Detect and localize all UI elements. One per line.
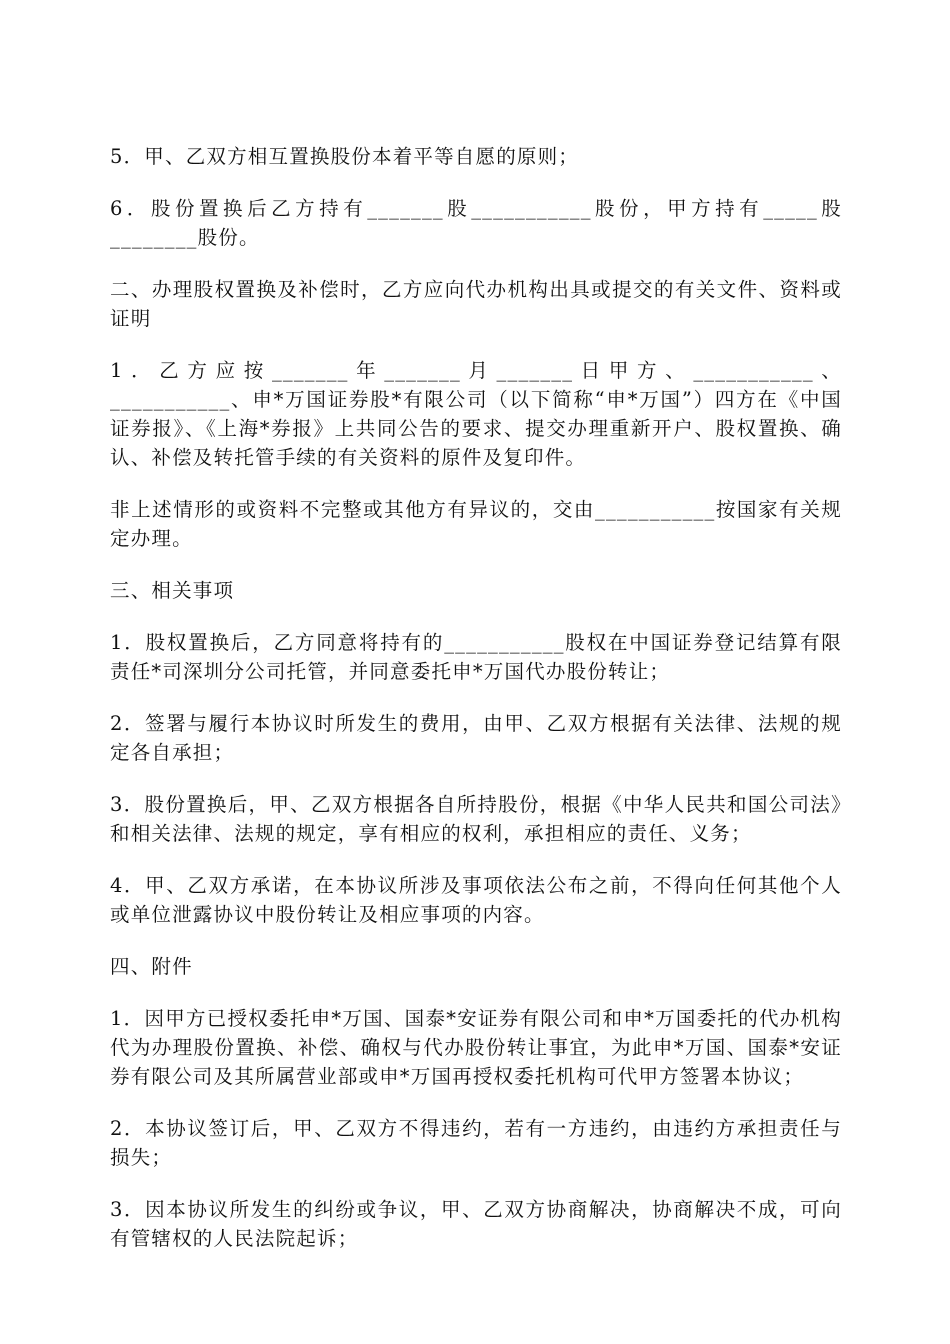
section-3-heading: 三、相关事项 xyxy=(110,579,235,602)
section-2-other-cases: 非上述情形的或资料不完整或其他方有异议的，交由___________按国家有关规定办理。 xyxy=(110,498,842,550)
section-3-clause-4: 4．甲、乙双方承诺，在本协议所涉及事项依法公布之前，不得向任何其他个人或单位泄露协议中股份转让及相应事项的内容。 xyxy=(110,874,842,926)
section-3-clause-3: 3．股份置换后，甲、乙双方根据各自所持股份，根据《中华人民共和国公司法》和相关法律、法规的规定，享有相应的权利，承担相应的责任、义务； xyxy=(110,793,842,845)
section-3-clause-1: 1．股权置换后，乙方同意将持有的___________股权在中国证券登记结算有限责任*司深圳分公司托管，并同意委托申*万国代办股份转让； xyxy=(110,631,842,683)
document-body xyxy=(110,142,842,1276)
clause-5-equal-voluntary: 5．甲、乙双方相互置换股份本着平等自愿的原则； xyxy=(110,145,580,168)
section-4-heading: 四、附件 xyxy=(110,955,193,978)
section-2-clause-1: 1．乙方应按_______年_______月_______日甲方、___________、___________、申*万国证券股*有限公司（以下简称“申*万国”）四方在《中国证券报》、《上海*券报》上共同公告的要求、提交办理重新开户、股权置换、确认、补偿及转托管手续的有关资料的原件及复印件。 xyxy=(110,359,842,469)
section-2-heading: 二、办理股权置换及补偿时，乙方应向代办机构出具或提交的有关文件、资料或证明 xyxy=(110,278,842,330)
clause-6-shareholding-after-swap: 6．股份置换后乙方持有_______股___________股份，甲方持有_____股________股份。 xyxy=(110,197,842,249)
section-4-clause-1: 1．因甲方已授权委托申*万国、国泰*安证券有限公司和申*万国委托的代办机构代为办理股份置换、补偿、确权与代办股份转让事宜，为此申*万国、国泰*安证券有限公司及其所属营业部或申*万国再授权委托机构可代甲方签署本协议； xyxy=(110,1007,842,1088)
section-4-clause-2: 2．本协议签订后，甲、乙双方不得违约，若有一方违约，由违约方承担责任与损失； xyxy=(110,1117,842,1169)
section-3-clause-2: 2．签署与履行本协议时所发生的费用，由甲、乙双方根据有关法律、法规的规定各自承担； xyxy=(110,712,842,764)
section-4-clause-3: 3．因本协议所发生的纠纷或争议，甲、乙双方协商解决，协商解决不成，可向有管辖权的人民法院起诉； xyxy=(110,1198,842,1250)
